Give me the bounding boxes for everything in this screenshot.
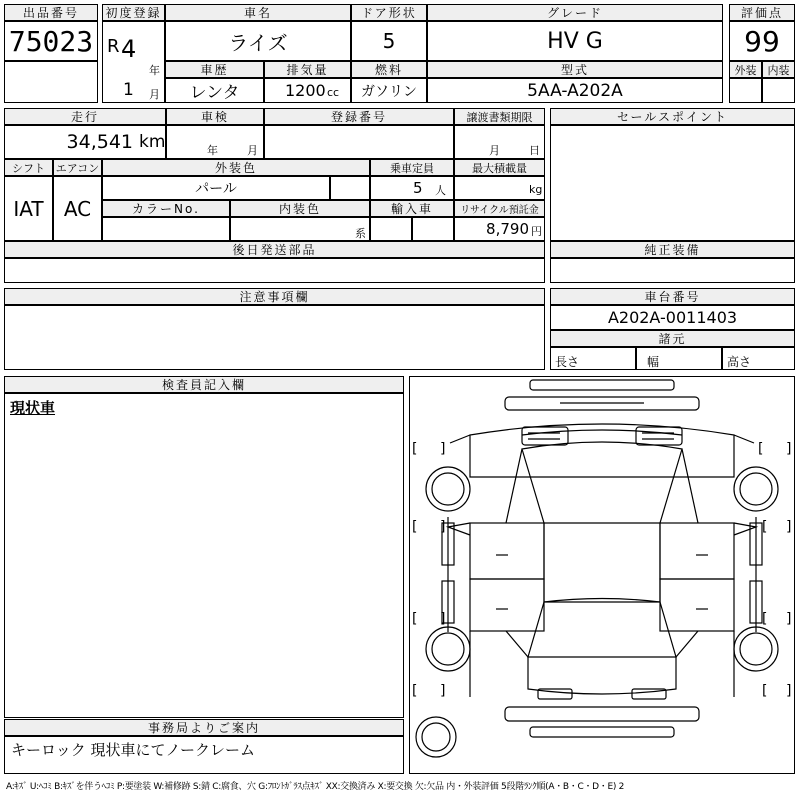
notes-cell — [4, 305, 545, 370]
height-cell — [722, 347, 795, 370]
era-year: 4 — [121, 35, 137, 63]
exterior-header: 外装 — [729, 61, 762, 78]
bracket-bottom-left-close: ] — [440, 683, 446, 699]
fuel: ガソリン — [361, 83, 417, 100]
exterior-color-code-cell — [330, 176, 370, 200]
bracket-mid-right-open: [ — [762, 519, 768, 535]
exterior-color-header: 外装色 — [102, 159, 370, 176]
score-header: 評価点 — [729, 4, 795, 21]
recycle-fee-cell — [454, 217, 545, 241]
transfer-deadline-header: 譲渡書類期限 — [454, 108, 545, 125]
color-number-header: カラーNo. — [102, 200, 230, 217]
shift-header: シフト — [4, 159, 53, 176]
fuel-header: 燃料 — [351, 61, 427, 78]
model-header: 型式 — [427, 61, 723, 78]
office-note: キーロック 現状車にてノークレーム — [11, 741, 256, 759]
exterior-grade-cell — [729, 78, 762, 103]
model: 5AA-A202A — [527, 80, 623, 101]
genuine-equipment-header: 純正装備 — [550, 241, 795, 258]
bracket-rear-left-close: ] — [440, 611, 446, 627]
score: 99 — [744, 24, 780, 58]
import-header: 輸入車 — [370, 200, 454, 217]
month-unit: 月 — [149, 88, 160, 101]
chassis-number-header: 車台番号 — [550, 288, 795, 305]
inspection-month-unit: 月 — [247, 144, 258, 157]
bracket-front-left-open: [ — [412, 441, 418, 457]
aircon-cell — [53, 176, 102, 241]
era-prefix: R — [107, 35, 120, 57]
bracket-rear-left-open: [ — [412, 611, 418, 627]
notes-header: 注意事項欄 — [4, 288, 545, 305]
history-header: 車歴 — [165, 61, 264, 78]
sales-points-cell — [550, 125, 795, 241]
bracket-rear-right-open: [ — [762, 611, 768, 627]
inspector-notes-cell — [4, 393, 404, 718]
exterior-color-cell — [102, 176, 330, 200]
history: レンタ — [189, 83, 240, 103]
width-cell — [636, 347, 722, 370]
bracket-rear-right-close: ] — [786, 611, 792, 627]
lot-number-cell — [4, 21, 98, 61]
import-cell-a — [370, 217, 412, 241]
inspector-note: 現状車 — [10, 399, 56, 417]
car-diagram — [410, 377, 794, 773]
import-cell-b — [412, 217, 454, 241]
office-notice-cell — [4, 736, 404, 774]
model-cell — [427, 78, 723, 103]
bracket-bottom-right-open: [ — [762, 683, 768, 699]
capacity-unit: 人 — [435, 184, 446, 197]
length-label: 長さ — [555, 355, 580, 369]
shift-cell — [4, 176, 53, 241]
max-load-unit: kg — [529, 183, 543, 196]
lot-number: 75023 — [8, 24, 94, 58]
bracket-mid-left-close: ] — [440, 519, 446, 535]
office-notice-header: 事務局よりご案内 — [4, 719, 404, 736]
car-name-header: 車名 — [165, 4, 351, 21]
registration-number-cell — [264, 125, 454, 159]
capacity-cell — [370, 176, 454, 200]
recycle-fee-unit: 円 — [531, 225, 542, 238]
bracket-mid-left-open: [ — [412, 519, 418, 535]
max-load-header: 最大積載量 — [454, 159, 545, 176]
aircon: AC — [63, 196, 92, 221]
max-load-cell — [454, 176, 545, 200]
transfer-month-unit: 月 — [489, 144, 500, 157]
specs-dimensions-header: 諸元 — [550, 330, 795, 347]
bracket-front-right-open: [ — [758, 441, 764, 457]
mileage-unit: km — [139, 132, 166, 152]
grade-header: グレード — [427, 4, 723, 21]
first-reg-month: 1 — [123, 80, 134, 100]
first-registration-cell — [102, 21, 165, 103]
grade: HV G — [547, 28, 603, 54]
recycle-fee: 8,790 — [486, 220, 529, 238]
door-type-cell — [351, 21, 427, 61]
door-type-header: ドア形状 — [351, 4, 427, 21]
bracket-front-right-close: ] — [786, 441, 792, 457]
capacity-header: 乗車定員 — [370, 159, 454, 176]
interior-color-cell — [230, 217, 370, 241]
displacement-unit: cc — [327, 86, 340, 99]
later-shipment-cell — [4, 258, 545, 283]
transfer-day-unit: 日 — [529, 144, 540, 157]
registration-number-header: 登録番号 — [264, 108, 454, 125]
mileage-header: 走行 — [4, 108, 166, 125]
capacity: 5 — [413, 179, 423, 197]
interior-header: 内装 — [762, 61, 795, 78]
bracket-front-left-close: ] — [440, 441, 446, 457]
interior-grade-cell — [762, 78, 795, 103]
transfer-deadline-cell — [454, 125, 545, 159]
height-label: 高さ — [727, 355, 752, 369]
car-name: ライズ — [228, 30, 288, 55]
shift: IAT — [13, 196, 44, 221]
later-shipment-header: 後日発送部品 — [4, 241, 545, 258]
interior-color-header: 内装色 — [230, 200, 370, 217]
first-registration-header: 初度登録 — [102, 4, 165, 21]
chassis-number: A202A-0011403 — [607, 308, 738, 327]
car-name-cell — [165, 21, 351, 61]
displacement-header: 排気量 — [264, 61, 351, 78]
lot-blank-cell — [4, 61, 98, 103]
history-cell — [165, 78, 264, 103]
bracket-bottom-left-open: [ — [412, 683, 418, 699]
car-diagram-box — [409, 376, 795, 774]
fuel-cell — [351, 78, 427, 103]
inspection-cell — [166, 125, 264, 159]
bracket-bottom-right-close: ] — [786, 683, 792, 699]
genuine-equipment-cell — [550, 258, 795, 283]
aircon-header: エアコン — [53, 159, 102, 176]
interior-color-unit: 系 — [355, 227, 366, 240]
displacement-cell — [264, 78, 351, 103]
recycle-fee-header: リサイクル預託金 — [454, 200, 545, 217]
exterior-color: パール — [195, 181, 237, 197]
damage-code-legend: A:ｷｽﾞ U:ﾍｺﾐ B:ｷｽﾞを伴うﾍｺﾐ P:要塗装 W:補修跡 S:錆 C:腐食、穴 G:ﾌﾛﾝﾄｶﾞﾗｽ点ｷｽﾞ XX:交換済み X:要交換 欠:欠品 内・外装評価 5段階ﾗﾝｸ順(A・B・C・D・E) 2 — [6, 782, 625, 792]
door-type: 5 — [382, 29, 396, 53]
mileage: 34,541 — [66, 131, 133, 153]
sales-points-header: セールスポイント — [550, 108, 795, 125]
score-cell — [729, 21, 795, 61]
inspector-notes-header: 検査員記入欄 — [4, 376, 404, 393]
length-cell — [550, 347, 636, 370]
width-label: 幅 — [647, 355, 660, 369]
mileage-cell — [4, 125, 166, 159]
bracket-mid-right-close: ] — [786, 519, 792, 535]
displacement: 1200 — [285, 81, 326, 100]
lot-number-header: 出品番号 — [4, 4, 98, 21]
color-number-cell — [102, 217, 230, 241]
year-unit: 年 — [149, 64, 160, 77]
inspection-header: 車検 — [166, 108, 264, 125]
chassis-number-cell — [550, 305, 795, 330]
grade-cell — [427, 21, 723, 61]
inspection-year-unit: 年 — [207, 144, 218, 157]
